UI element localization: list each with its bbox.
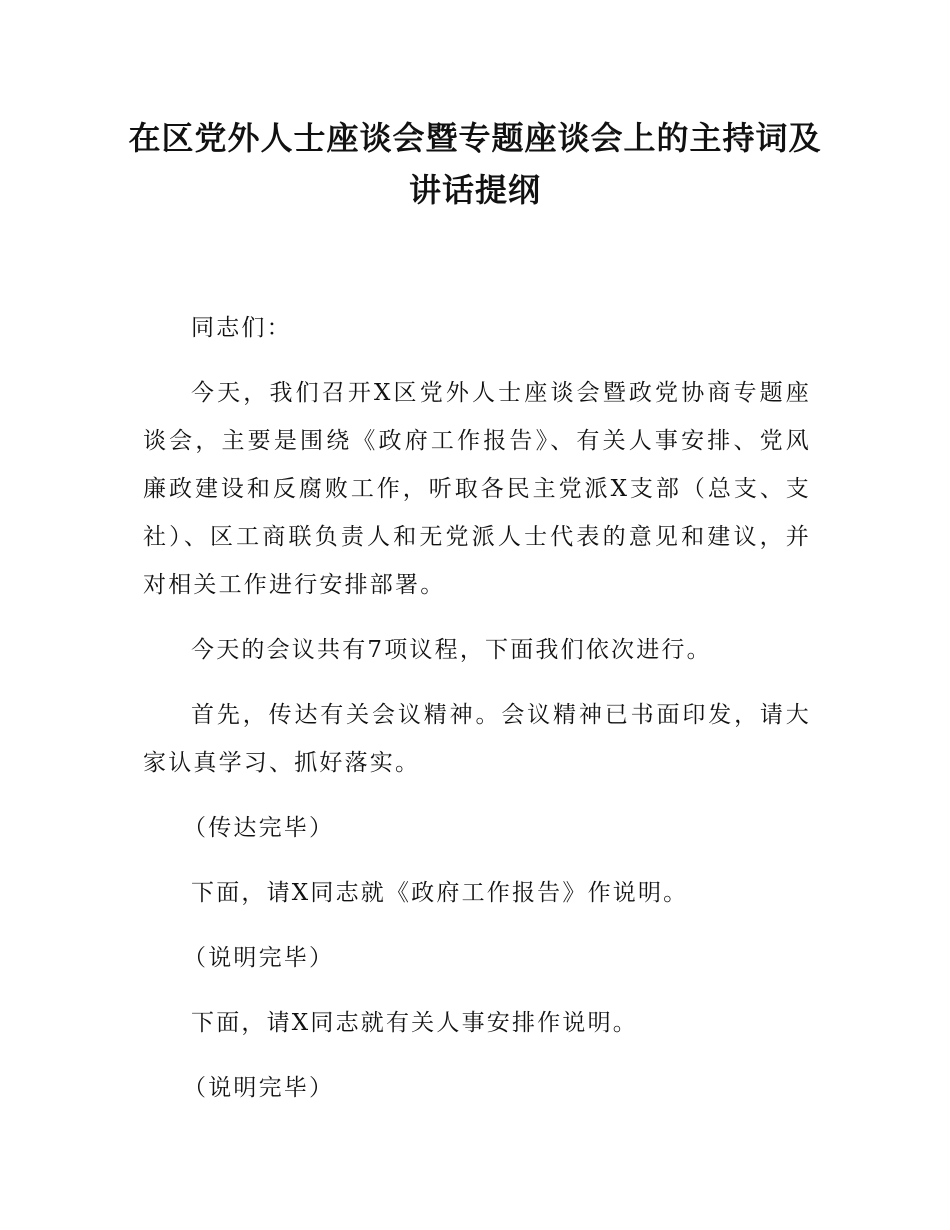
paragraph-first-item: 首先，传达有关会议精神。会议精神已书面印发，请大家认真学习、抓好落实。: [143, 702, 811, 776]
document-title: 在区党外人士座谈会暨专题座谈会上的主持词及讲话提纲: [128, 119, 822, 209]
paragraph-salutation: 同志们：: [191, 315, 292, 341]
document-body: [143, 304, 811, 1129]
paragraph-report-explanation: 下面，请X同志就《政府工作报告》作说明。: [191, 880, 689, 906]
paragraph-note-conveyed: （传达完毕）: [183, 815, 335, 841]
paragraph-note-explained-2: （说明完毕）: [183, 1075, 335, 1101]
paragraph-personnel-explanation: 下面，请X同志就有关人事安排作说明。: [191, 1010, 638, 1036]
paragraph-intro: 今天，我们召开X区党外人士座谈会暨政党协商专题座谈会，主要是围绕《政府工作报告》、有关人事安排、党风廉政建设和反腐败工作，听取各民主党派X支部（总支、支社）、区工商联负责人和无党派人士代表的意见和建议，并对相关工作进行安排部署。: [143, 380, 811, 598]
paragraph-note-explained-1: （说明完毕）: [183, 945, 335, 971]
paragraph-agenda: 今天的会议共有7项议程，下面我们依次进行。: [191, 637, 712, 663]
